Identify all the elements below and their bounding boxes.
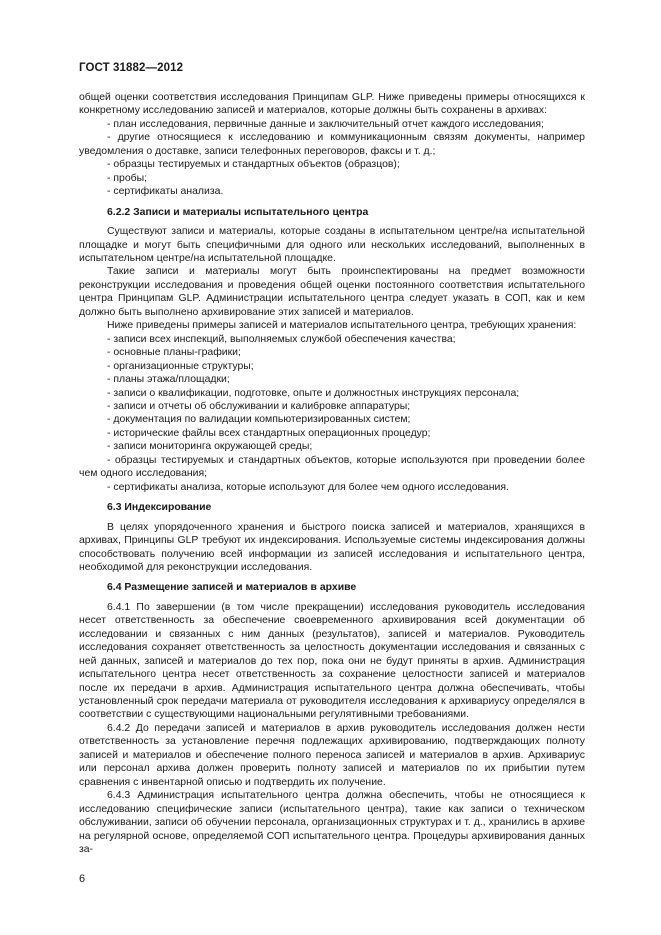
paragraph: 6.4.1 По завершении (в том числе прекращении) исследования руководитель исследования несет ответственность за обеспечение своевременного архивирования всей документации об исследовании и связанных с ним данных (результатов), записей и материалов. Руководитель исследования сохраняет ответственность за целостность документации исследования и связанных с ней данных, записей и материалов до тех пор, пока они не будут приняты в архив. Администрация испытательного центра несет ответственность за сохранение целостности записей и материалов после их передачи в архив. Администрация испытательного центра должна обеспечивать, чтобы установленный срок передачи материала от руководителя исследования к архивариусу определялся в соответствии с существующими национальными регулятивными требованиями.	[79, 601, 585, 721]
document-id-header: ГОСТ 31882—2012	[79, 62, 184, 74]
paragraph: Существуют записи и материалы, которые созданы в испытательном центре/на испытательной площадке и могут быть специфичными для одного или нескольких исследований, выполненных в испытательном центре/на испытательной площадке.	[79, 226, 585, 264]
section-heading: 6.4 Размещение записей и материалов в архиве	[107, 582, 357, 594]
list-item: - записи всех инспекций, выполняемых службой обеспечения качества;	[107, 333, 456, 345]
list-item: - пробы;	[107, 172, 148, 184]
section-heading: 6.3 Индексирование	[107, 502, 212, 514]
document-body	[79, 91, 585, 856]
list-item: - организационные структуры;	[107, 360, 254, 372]
list-item: - исторические файлы всех стандартных операционных процедур;	[107, 427, 431, 439]
list-item: - планы этажа/площадки;	[107, 374, 230, 386]
paragraph: 6.4.2 До передачи записей и материалов в архив руководитель исследования должен нести ответственность за установление перечня подлежащих архивированию, подтверждающих полноту записей и материалов и обеспечение полного переноса записей и материалов в архив. Архивариус или персонал архива должен проверить полноту записей и материалов по их прибытии путем сравнения с инвентарной описью и подтвердить их получение.	[79, 722, 585, 788]
list-item: - записи мониторинга окружающей среды;	[107, 441, 313, 453]
list-item: - план исследования, первичные данные и заключительный отчет каждого исследования;	[107, 118, 544, 130]
paragraph: В целях упорядоченного хранения и быстрого поиска записей и материалов, хранящихся в архивах, Принципы GLP требуют их индексирования. Используемые системы индексирования должны способствовать получению всей информации из записей исследования и испытательного центра, необходимой для реконструкции исследования.	[79, 521, 585, 573]
paragraph: 6.4.3 Администрация испытательного центра должна обеспечить, чтобы не относящиеся к исследованию специфические записи (испытательного центра), такие как записи о техническом обслуживании, записи об обучении персонала, организационных структурах и т. д., хранились в архиве на регулярной основе, определяемой СОП испытательного центра. Процедуры архивирования данных за-	[79, 790, 585, 856]
list-item: - записи и отчеты об обслуживании и калибровке аппаратуры;	[107, 400, 411, 412]
list-item: - другие относящиеся к исследованию и коммуникационным связям документы, например уведомления о доставке, записи телефонных переговоров, факсы и т. д.;	[79, 132, 585, 157]
page-number: 6	[79, 873, 86, 885]
list-item: - записи о квалификации, подготовке, опыте и должностных инструкциях персонала;	[107, 387, 520, 399]
paragraph: Такие записи и материалы могут быть проинспектированы на предмет возможности реконструкции исследования и проведения общей оценки постоянного соответствия испытательного центра Принципам GLP. Администрации испытательного центра следует указать в СОП, как и кем должно быть выполнено архивирование этих записей и материалов.	[79, 266, 585, 318]
list-item: - основные планы-графики;	[107, 347, 241, 359]
list-item: - образцы тестируемых и стандартных объектов, которые используются при проведении более чем одного исследования;	[79, 454, 585, 480]
section-heading: 6.2.2 Записи и материалы испытательного центра	[107, 206, 369, 218]
paragraph: общей оценки соответствия исследования Принципам GLP. Ниже приведены примеры относящихся к конкретному исследованию записей и материалов, которые должны быть сохранены в архивах:	[79, 92, 585, 117]
list-item: - документация по валидации компьютеризированных систем;	[107, 414, 411, 426]
list-item: - сертификаты анализа.	[107, 186, 224, 198]
paragraph: Ниже приведены примеры записей и материалов испытательного центра, требующих хранения:	[107, 320, 577, 332]
list-item: - образцы тестируемых и стандартных объектов (образцов);	[107, 159, 400, 171]
list-item: - сертификаты анализа, которые используют для более чем одного исследования.	[107, 481, 509, 493]
